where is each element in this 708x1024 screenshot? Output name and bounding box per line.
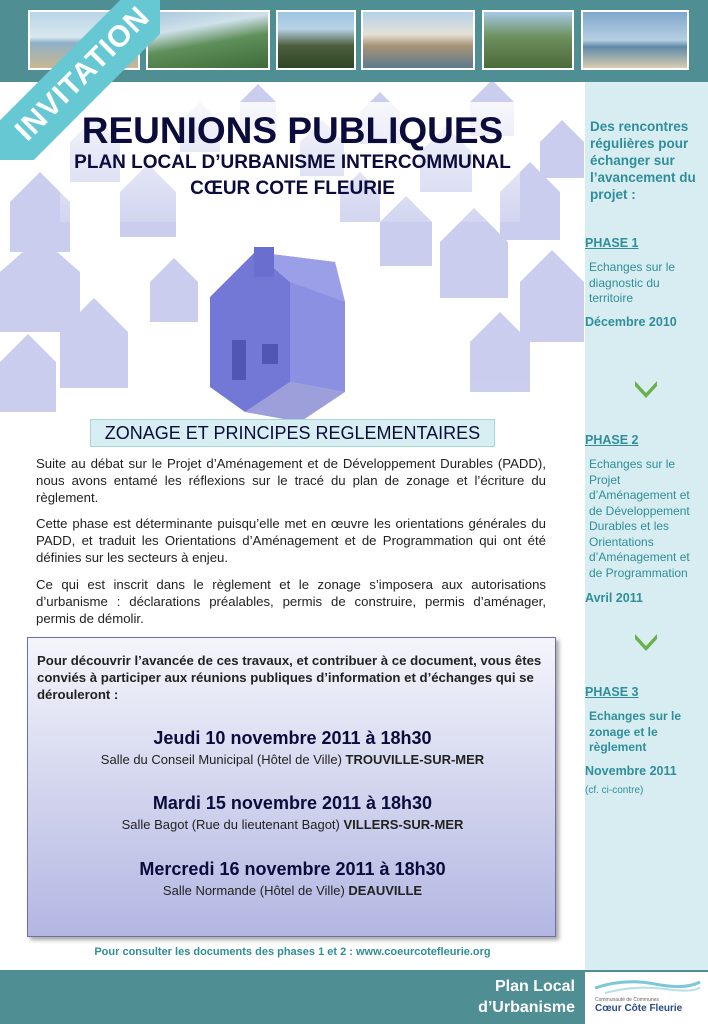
phase-1-title: PHASE 1	[585, 236, 639, 250]
phase-3-note: (cf. ci-contre)	[585, 785, 644, 796]
paragraph-2: Cette phase est déterminante puisqu’elle met en œuvre les orientations générales du PADD, et traduit les Orientations d’Aménagement et de Programmation qui ont été définies sur les secteurs à enjeu.	[36, 516, 546, 565]
meeting-venue-2	[28, 817, 557, 832]
phase-2-date: Avril 2011	[585, 591, 643, 605]
footer-plu-line-2: d’Urbanisme	[478, 999, 575, 1016]
meeting-venue-1-place: Salle du Conseil Municipal (Hôtel de Ville)	[100, 752, 342, 767]
invitation-box	[27, 637, 556, 937]
invitation-intro: Pour découvrir l’avancée de ces travaux, et contribuer à ce document, vous êtes conviés à participer aux réunions publiques d’information et d’échanges qui se dérouleront :	[37, 653, 542, 702]
meeting-venue-3-place: Salle Normande (Hôtel de Ville)	[162, 883, 345, 898]
photo-villa	[276, 10, 356, 70]
phase-3-title: PHASE 3	[585, 685, 639, 699]
photo-sea-horizon	[581, 10, 689, 70]
phase-1-date: Décembre 2010	[585, 315, 677, 329]
chevron-down-icon	[632, 630, 660, 652]
photo-harbour-town	[361, 10, 475, 70]
paragraph-1: Suite au débat sur le Projet d’Aménagement et de Développement Durables (PADD), nous avons entamé les réflexions sur le tracé du plan de zonage et l’écriture du règlement.	[36, 456, 546, 505]
phase-2-desc: Echanges sur le Projet d’Aménagement et de Développement Durables et les Orientations d’Aménagement et de Programmation	[589, 457, 690, 580]
page-title: REUNIONS PUBLIQUES	[81, 110, 504, 151]
invitation-ribbon	[0, 0, 160, 160]
page-subtitle-2: CŒUR COTE FLEURIE	[190, 178, 395, 199]
phase-1-desc: Echanges sur le diagnostic du territoire	[589, 260, 676, 305]
phase-3-date: Novembre 2011	[585, 764, 677, 778]
photo-thatched-houses	[482, 10, 574, 70]
meeting-venue-2-place: Salle Bagot (Rue du lieutenant Bagot)	[121, 817, 340, 832]
meeting-date-2: Mardi 15 novembre 2011 à 18h30	[152, 793, 433, 813]
logo-name: Cœur Côte Fleurie	[595, 1003, 683, 1014]
website-link[interactable]: Pour consulter les documents des phases 1 et 2 : www.coeurcotefleurie.org	[94, 946, 491, 958]
page-subtitle: PLAN LOCAL D’URBANISME INTERCOMMUNAL	[74, 152, 511, 173]
meeting-date-1: Jeudi 10 novembre 2011 à 18h30	[153, 728, 432, 748]
meeting-venue-3	[28, 883, 557, 898]
paragraph-3: Ce qui est inscrit dans le règlement et le zonage s’imposera aux autorisations d’urbanisme : déclarations préalables, permis de construire, permis d’aménager, permis de démolir.	[36, 577, 546, 626]
main-house-icon	[210, 247, 345, 422]
logo-caption: Communauté de Communes	[595, 997, 659, 1003]
meeting-venue-3-city: DEAUVILLE	[348, 883, 423, 898]
chevron-down-icon	[632, 377, 660, 399]
photo-coast-aerial	[146, 10, 270, 70]
sidebar-intro: Des rencontres régulières pour échanger sur l’avancement du projet :	[590, 119, 696, 202]
section-title: ZONAGE ET PRINCIPES REGLEMENTAIRES	[90, 419, 495, 447]
meeting-venue-2-city: VILLERS-SUR-MER	[343, 817, 464, 832]
meeting-venue-1	[28, 752, 557, 767]
footer-plu-line-1: Plan Local	[494, 978, 575, 995]
meeting-date-3: Mercredi 16 novembre 2011 à 18h30	[139, 859, 446, 879]
logo-waves-icon	[585, 974, 708, 998]
meeting-venue-1-city: TROUVILLE-SUR-MER	[345, 752, 485, 767]
invitation-ribbon-text: INVITATION	[0, 0, 160, 160]
phase-3-desc: Echanges sur le zonage et le règlement	[589, 709, 682, 754]
phase-2-title: PHASE 2	[585, 433, 639, 447]
logo	[585, 972, 708, 1024]
